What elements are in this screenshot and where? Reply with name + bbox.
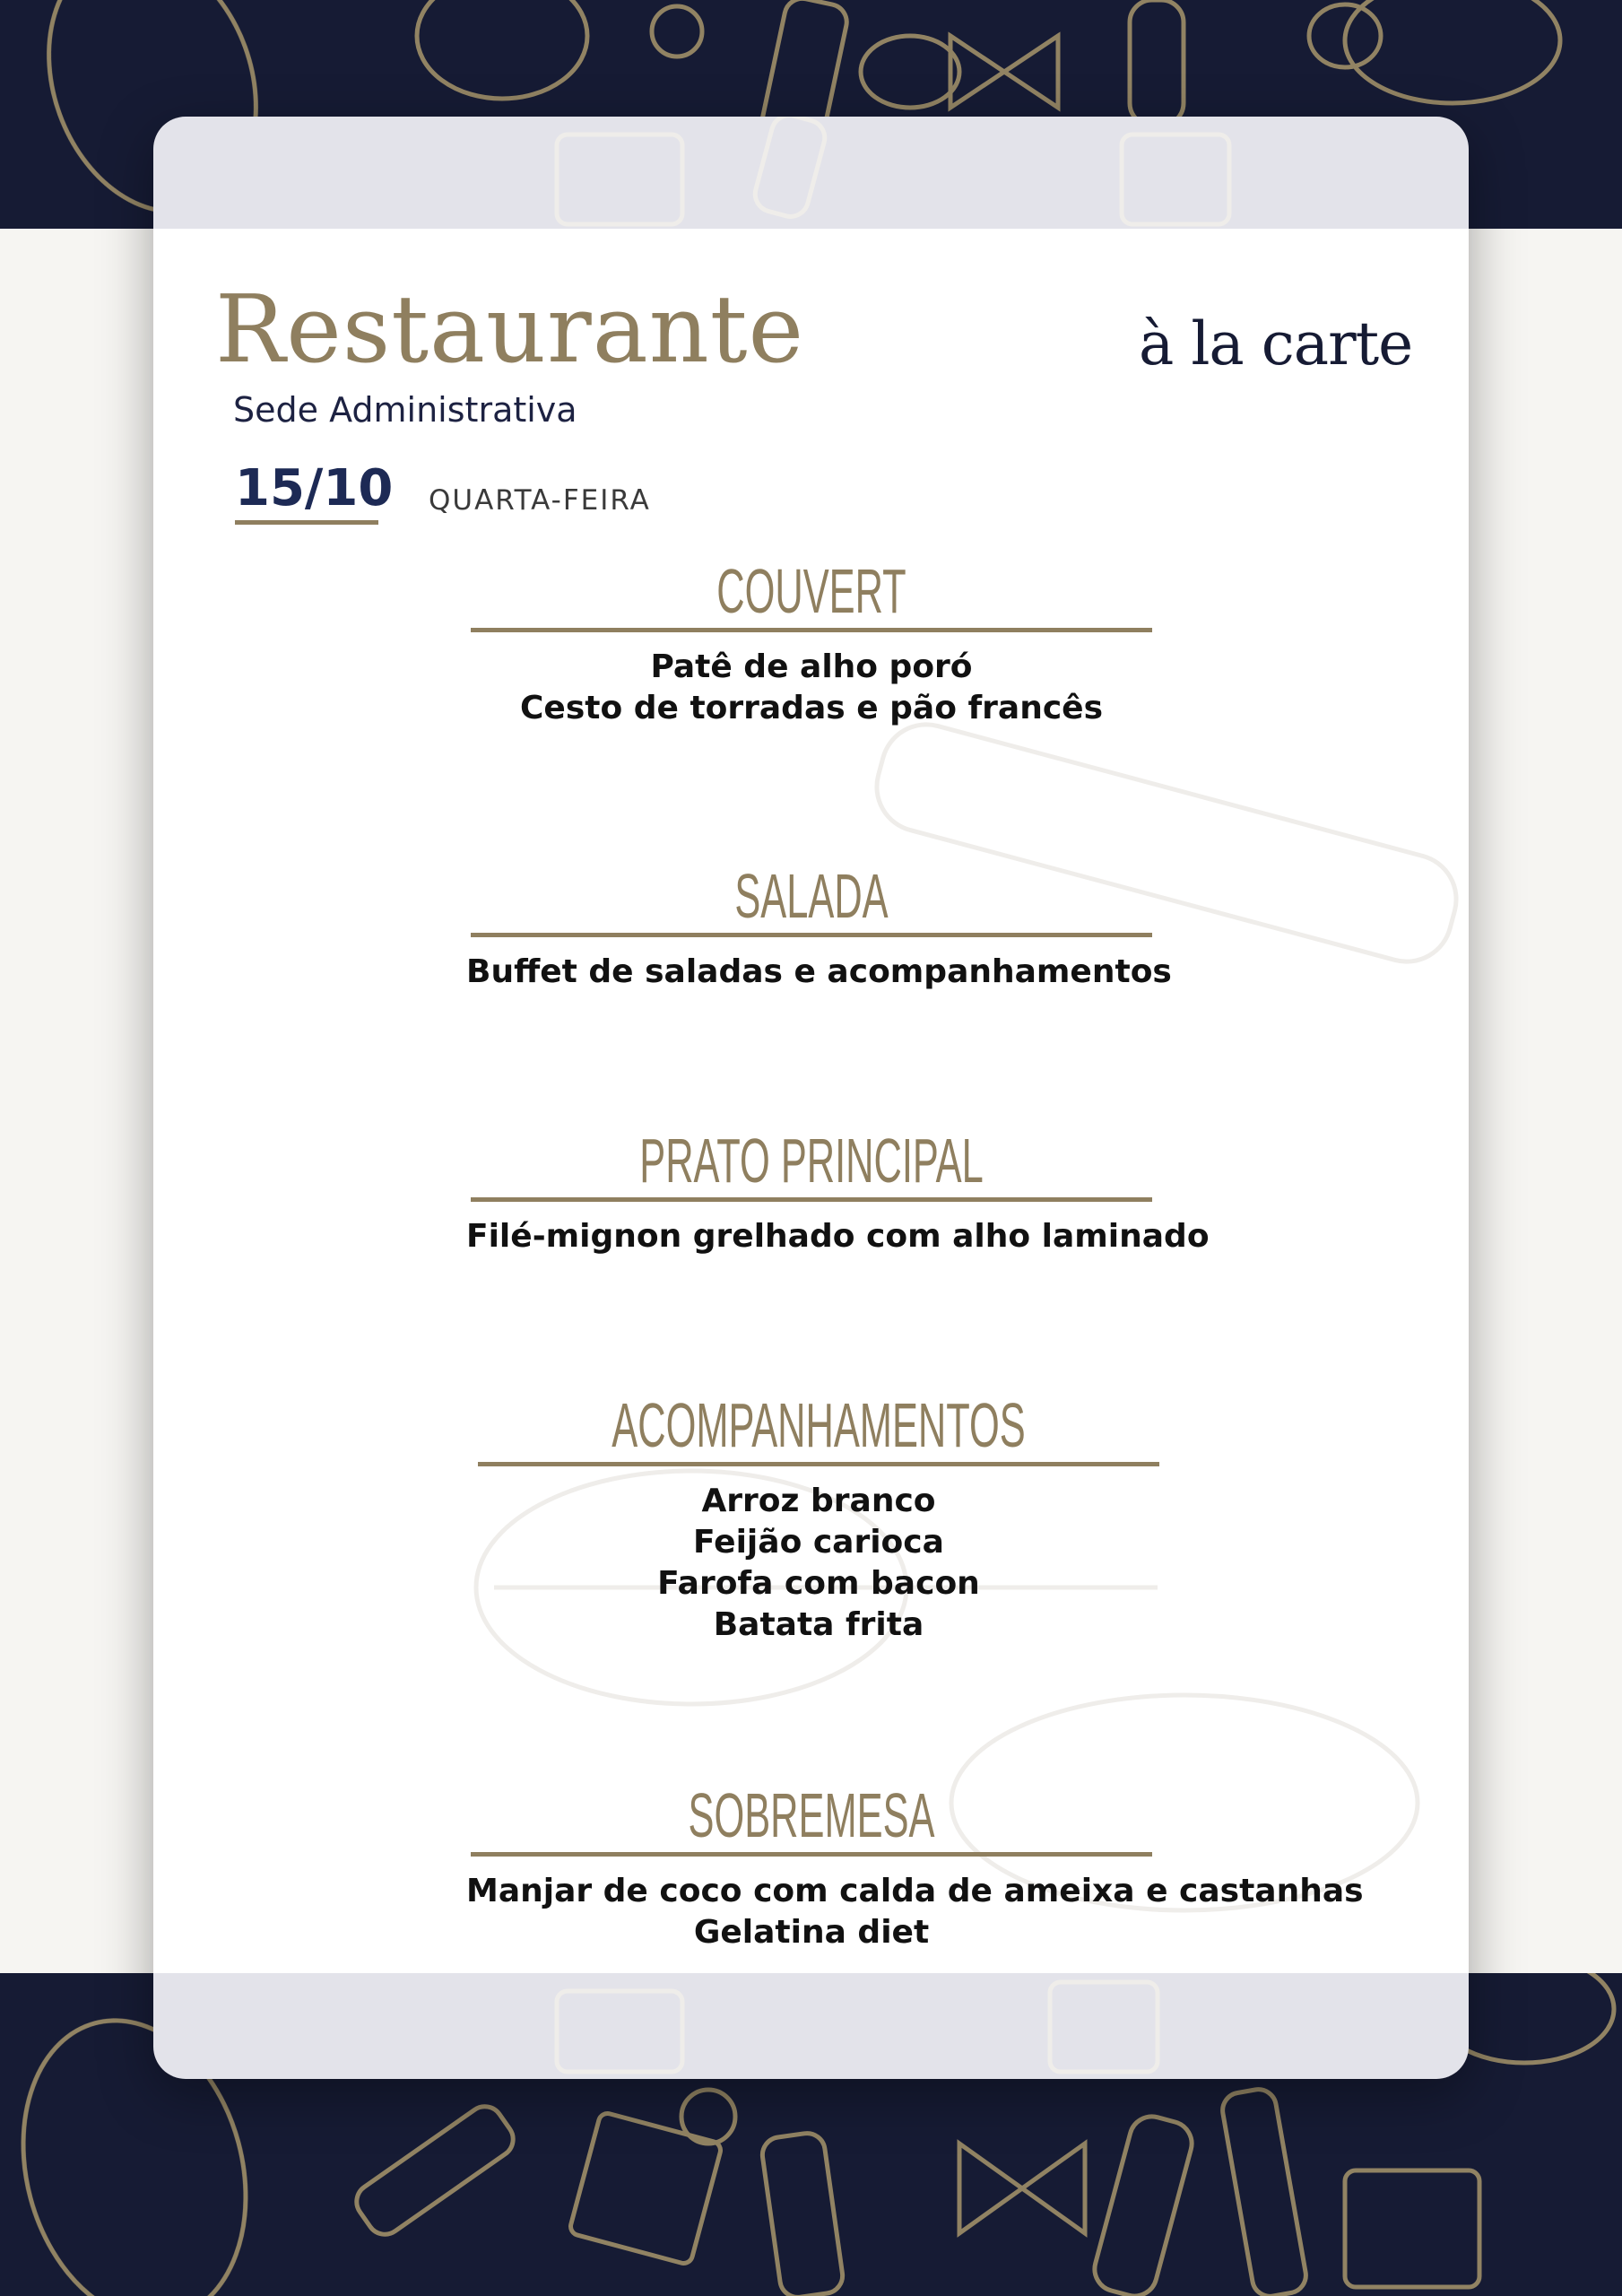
section-prato-principal (466, 1124, 1210, 1257)
dish-item: Farofa com bacon (657, 1565, 980, 1602)
location-subtitle: Sede Administrativa (233, 390, 577, 430)
dish-item: Cesto de torradas e pão francês (519, 690, 1104, 726)
dish-list (466, 1216, 1210, 1257)
section-divider (471, 1197, 1152, 1202)
section-heading: ACOMPANHAMENTOS (612, 1390, 1026, 1460)
section-divider (471, 628, 1152, 632)
dish-list (466, 647, 1157, 729)
menu-date: 15/10 (235, 459, 394, 517)
section-couvert (466, 554, 1157, 729)
a-la-carte-label: à la carte (1139, 309, 1413, 378)
section-divider (471, 1852, 1152, 1857)
dish-item: Arroz branco (701, 1483, 936, 1519)
section-divider (478, 1462, 1159, 1466)
section-heading: SALADA (734, 861, 889, 931)
date-underline (235, 520, 378, 525)
dish-item: Gelatina diet (693, 1914, 930, 1951)
restaurant-title: Restaurante (215, 274, 805, 384)
section-acompanhamentos (473, 1388, 1164, 1646)
section-heading: COUVERT (716, 556, 906, 626)
menu-weekday: QUARTA-FEIRA (429, 484, 651, 517)
section-salada (466, 859, 1172, 993)
dish-item: Feijão carioca (693, 1524, 944, 1561)
section-sobremesa (466, 1779, 1364, 1953)
dish-item: Buffet de saladas e acompanhamentos (466, 953, 1172, 990)
dish-list (466, 952, 1172, 993)
section-heading: SOBREMESA (688, 1780, 935, 1850)
dish-list (473, 1481, 1164, 1646)
section-heading: PRATO PRINCIPAL (639, 1126, 984, 1196)
dish-item: Filé-mignon grelhado com alho laminado (466, 1218, 1210, 1255)
dish-item: Patê de alho poró (650, 648, 973, 685)
section-divider (471, 933, 1152, 937)
dish-list (466, 1871, 1364, 1953)
dish-item: Batata frita (713, 1606, 924, 1643)
dish-item: Manjar de coco com calda de ameixa e castanhas (466, 1873, 1364, 1909)
